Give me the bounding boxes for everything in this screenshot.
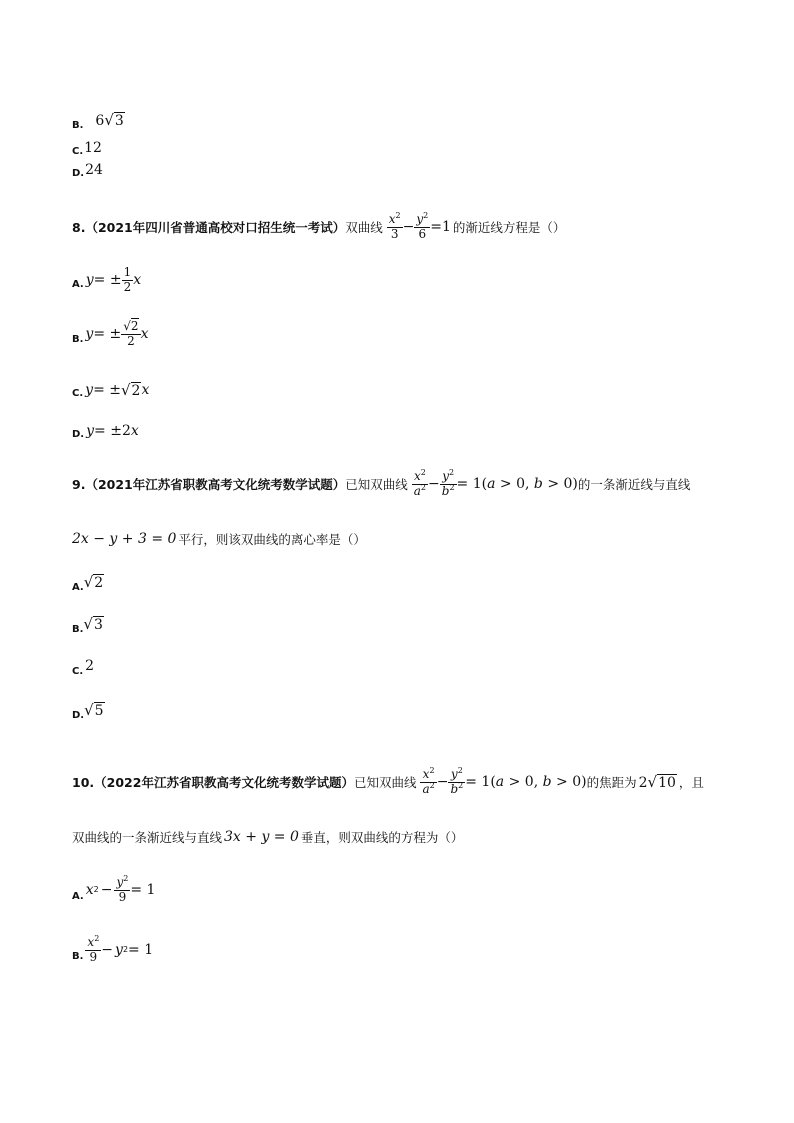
math-fraction: $\frac{x^2}{3}$ [388,211,401,241]
question-text: 垂直，则双曲线的方程为（） [300,830,464,845]
question-number: 10. [72,774,95,790]
option-label: B. [72,120,84,131]
question-number: 9. [72,476,86,492]
option-label: C. [72,666,84,677]
question-text: 平行，则该双曲线的离心率是（） [178,532,366,547]
q9-stem-line2 [72,530,366,548]
option-label: B. [72,333,84,345]
math-expression: √5 [84,700,104,719]
math-fraction: $\frac{y^2}{b^2}$ [450,766,464,796]
math-fraction: $\frac{x^2}{9}$ [87,934,100,964]
math-expression: √2 [120,380,141,399]
option-label: A. [72,582,84,593]
math-fraction: $\frac{x^2}{a^2}$ [422,766,435,796]
line-equation: 3x + y = 0 [224,829,299,845]
math-expression: 2√10 [638,773,676,792]
option-value: 12 [84,139,102,156]
question-text: 的焦距为 [586,775,637,791]
option-label: B. [72,950,84,962]
option-label: A. [72,278,84,290]
option-label: D. [72,168,85,179]
question-number: 8. [72,219,86,235]
q8-option-d: D. y = ±2 x [72,422,139,440]
q9-stem: 9. （2021年江苏省职教高考文化统考数学试题） 已知双曲线 $\frac{x^2}{a^2}$ − $\frac{y^2}{b^2}$ = 1(a > 0, b > 0) 的一条渐近线与直线 [72,468,691,498]
q10-option-a: A. x 2 − $\frac{y^2}{9}$ = 1 [72,874,156,904]
math-fraction: $\frac{y^2}{6}$ [416,211,429,241]
q10-option-b: B. $\frac{x^2}{9}$ − y 2 = 1 [72,934,154,964]
q9-option-a [72,570,104,593]
q9-option-d [72,698,105,721]
q7-option-c [72,138,102,157]
question-text: 已知双曲线 [353,775,417,791]
q10-stem: 10. （2022年江苏省职教高考文化统考数学试题） 已知双曲线 $\frac{x^2}{a^2}$ − $\frac{y^2}{b^2}$ = 1(a > 0, b > 0) 的焦距为 2√10 ，且 [72,766,704,796]
q9-option-b [72,612,104,635]
option-label: B. [72,624,84,635]
option-value: 2 [85,657,95,674]
option-label: C. [72,146,84,157]
q8-option-a: A. y = ± $\frac{1}{2}$ x [72,265,142,294]
math-fraction: $\frac{y^2}{9}$ [116,874,129,904]
q7-option-b [72,108,125,131]
q8-option-b: B. y = ± $\frac{√2}{2}$ x [72,319,149,348]
math-expression: √2 [83,572,104,591]
q9-option-c [72,654,94,677]
question-source: （2022年江苏省职教高考文化统考数学试题） [94,775,354,791]
math-fraction: $\frac{√2}{2}$ [123,319,139,348]
question-source: （2021年江苏省职教高考文化统考数学试题） [85,477,346,493]
question-text: 已知双曲线 [345,477,408,493]
q7-option-d [72,160,103,179]
question-text: 双曲线的一条渐近线与直线 [72,830,223,845]
q8-stem: 8. （2021年四川省普通高校对口招生统一考试） 双曲线 $\frac{x^2}{3}$ − $\frac{y^2}{6}$ = 1 的渐近线方程是（） [72,211,566,241]
question-text: 的渐近线方程是（） [452,220,566,236]
question-source: （2021年四川省普通高校对口招生统一考试） [85,220,346,236]
question-text: 的一条渐近线与直线 [577,477,691,493]
option-label: D. [72,429,85,440]
math-fraction: $\frac{x^2}{a^2}$ [413,468,427,498]
line-equation: 2x − y + 3 = 0 [72,531,177,547]
q8-option-c: C. y = ± √2 x [72,380,150,399]
option-label: C. [72,388,84,399]
option-label: D. [72,710,85,721]
option-label: A. [72,890,84,902]
math-fraction: $\frac{y^2}{b^2}$ [441,468,455,498]
option-value: 24 [85,161,103,178]
question-text: 双曲线 [345,220,383,236]
math-fraction: $\frac{1}{2}$ [123,265,132,294]
math-expression: 6√3 [95,110,124,129]
q10-stem-line2 [72,828,463,846]
math-expression: √3 [83,614,103,633]
question-text: ，且 [678,775,704,791]
